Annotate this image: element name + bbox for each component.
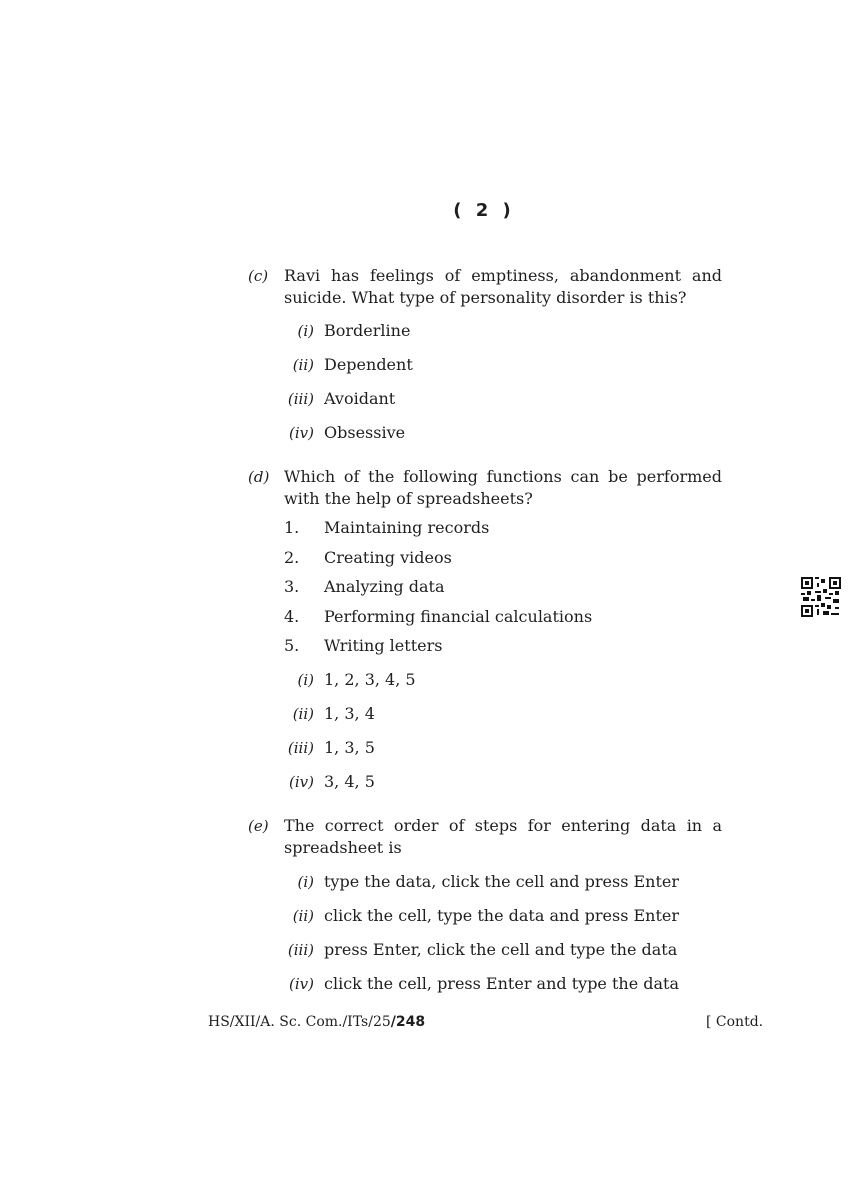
list-item-number: 2. (284, 548, 300, 567)
option (287, 388, 396, 410)
list-item-number: 5. (284, 636, 300, 655)
option-label: (iv) (289, 975, 314, 993)
option (297, 669, 416, 691)
option-label: (i) (297, 671, 314, 689)
option-text: 3, 4, 5 (324, 772, 375, 791)
option (289, 771, 375, 793)
option-label: (i) (297, 873, 314, 891)
option-label: (iv) (289, 773, 314, 791)
option-label: (iv) (289, 424, 314, 442)
list-item-text: Performing financial calculations (324, 607, 593, 626)
option (287, 939, 678, 961)
option-text: Dependent (324, 355, 413, 374)
option-text: click the cell, type the data and press Enter (324, 906, 680, 925)
option-label: (i) (297, 322, 314, 340)
option (292, 354, 413, 376)
qr-code-icon (801, 577, 841, 617)
question-text: The correct order of steps for entering data in a spreadsheet is (284, 816, 722, 857)
option (297, 320, 411, 342)
question-e (248, 815, 722, 859)
option-label: (iii) (287, 739, 314, 757)
question-label: (c) (248, 267, 269, 285)
option (289, 973, 680, 995)
question-label: (d) (248, 468, 270, 486)
paper-code (208, 1014, 425, 1030)
option (297, 871, 680, 893)
option-text: type the data, click the cell and press Enter (324, 872, 680, 891)
question-c (248, 265, 722, 309)
list-item (284, 635, 443, 657)
list-item (284, 547, 452, 569)
option-text: press Enter, click the cell and type the data (324, 940, 678, 959)
option (289, 422, 406, 444)
option (292, 905, 680, 927)
option-label: (ii) (292, 705, 314, 723)
option-text: Borderline (324, 321, 411, 340)
option-text: Obsessive (324, 423, 406, 442)
list-item (284, 517, 490, 539)
list-item-number: 1. (284, 518, 300, 537)
list-item-number: 3. (284, 577, 300, 596)
page-number: ( 2 ) (453, 200, 515, 221)
option-label: (iii) (287, 390, 314, 408)
list-item-text: Maintaining records (324, 518, 490, 537)
question-label: (e) (248, 817, 269, 835)
paper-code-text: HS/XII/A. Sc. Com./ITs/25 (208, 1014, 391, 1030)
option-text: Avoidant (324, 389, 396, 408)
question-text: Which of the following functions can be performed with the help of spreadsheets? (284, 467, 722, 508)
list-item (284, 576, 445, 598)
paper-code-number: /248 (390, 1014, 426, 1030)
option (287, 737, 375, 759)
option-text: 1, 2, 3, 4, 5 (324, 670, 416, 689)
option-label: (ii) (292, 356, 314, 374)
option-label: (ii) (292, 907, 314, 925)
list-item-number: 4. (284, 607, 300, 626)
contd-label: [ Contd. (706, 1014, 764, 1030)
list-item-text: Analyzing data (324, 577, 445, 596)
option-text: 1, 3, 5 (324, 738, 375, 757)
option (292, 703, 375, 725)
question-d (248, 466, 722, 510)
option-label: (iii) (287, 941, 314, 959)
option-text: 1, 3, 4 (324, 704, 375, 723)
question-text: Ravi has feelings of emptiness, abandonment and suicide. What type of personality disorder is this? (284, 266, 722, 307)
list-item (284, 606, 593, 628)
list-item-text: Creating videos (324, 548, 452, 567)
list-item-text: Writing letters (324, 636, 443, 655)
option-text: click the cell, press Enter and type the data (324, 974, 680, 993)
